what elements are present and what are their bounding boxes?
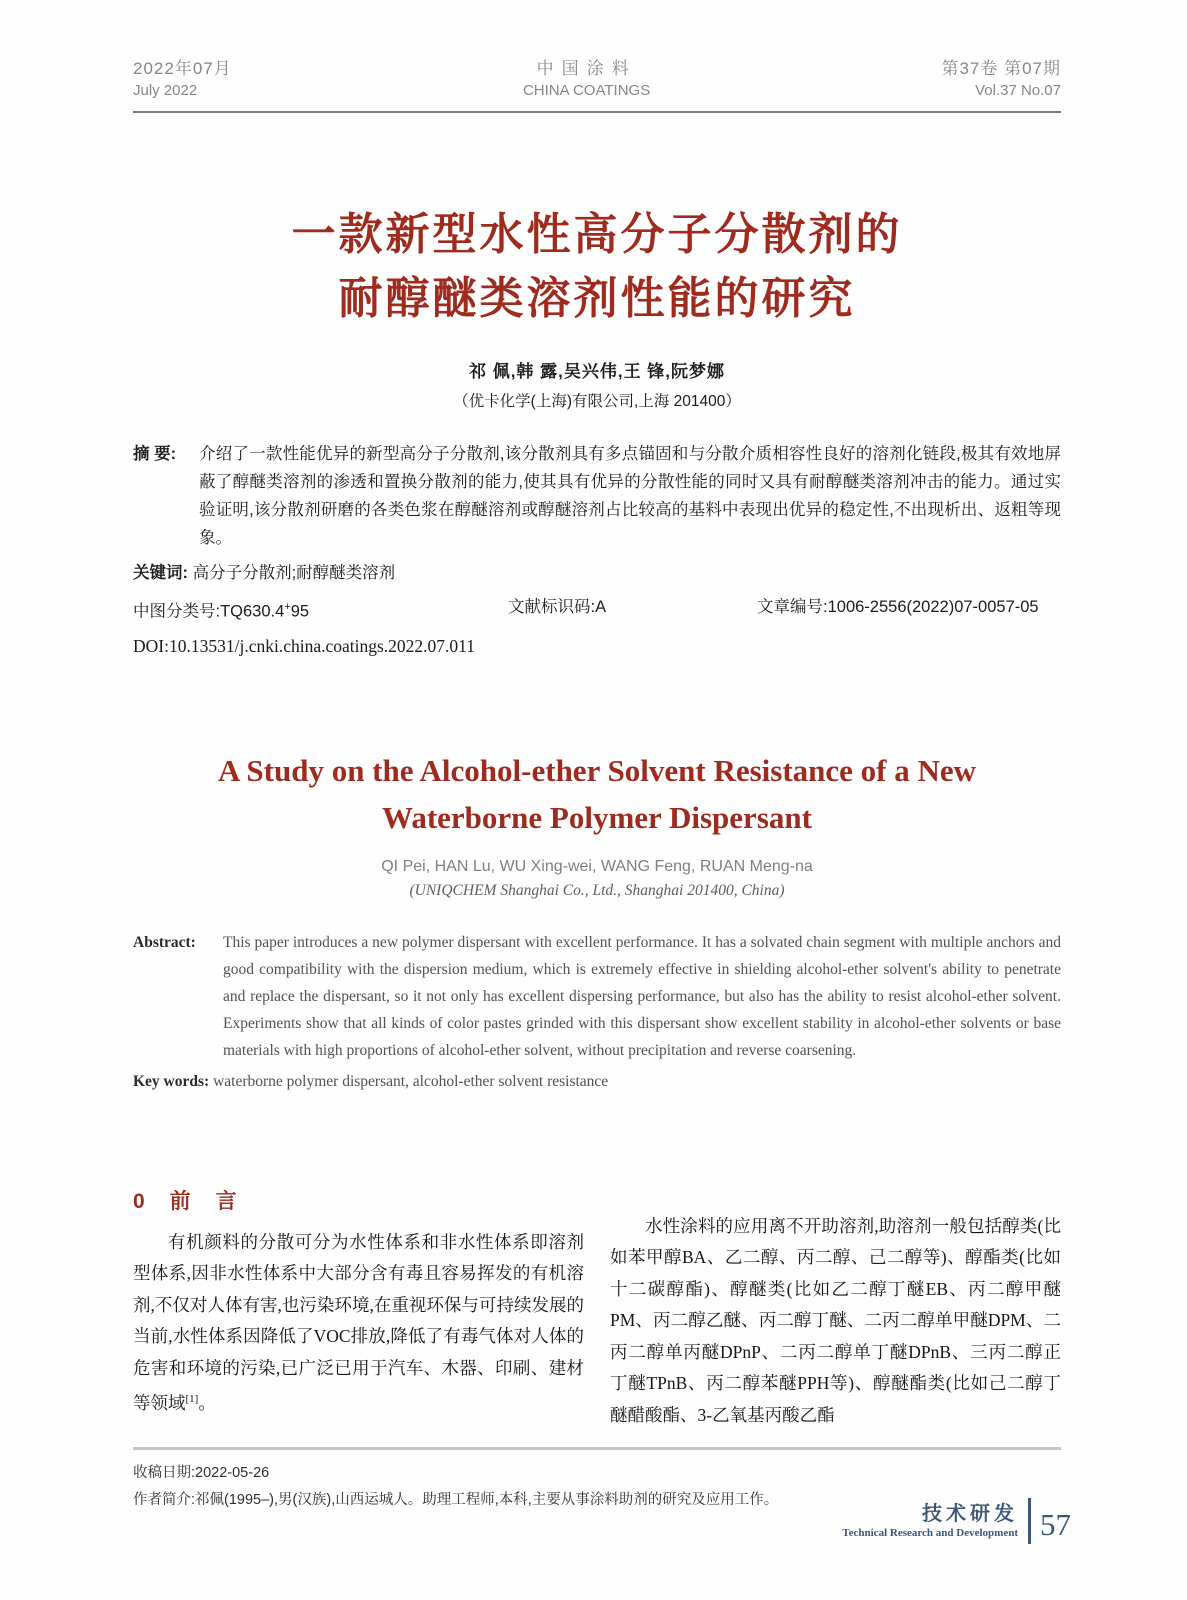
reference-1-marker: [1]	[185, 1393, 199, 1405]
header-issue-cn: 第37卷 第07期	[941, 59, 1061, 78]
keywords-cn	[133, 559, 1061, 587]
section-tag	[842, 1502, 1028, 1541]
left-column	[133, 1185, 584, 1432]
keywords-en	[133, 1068, 1061, 1095]
abstract-en-label: Abstract:	[133, 933, 196, 951]
article-title-cn-line2: 耐醇醚类溶剂性能的研究	[338, 274, 856, 323]
clc-number	[133, 593, 508, 626]
received-date-label: 收稿日期:	[133, 1465, 196, 1481]
intro-paragraph	[133, 1227, 584, 1420]
article-title-cn	[133, 203, 1061, 331]
classification-row	[133, 593, 1061, 626]
header-issue	[941, 58, 1061, 102]
keywords-en-text: waterborne polymer dispersant, alcohol-ether solvent resistance	[213, 1072, 609, 1090]
intro-paragraph-tail: 。	[198, 1392, 216, 1413]
article-id-label: 文章编号:	[757, 598, 828, 616]
abstract-cn-label: 摘 要:	[133, 445, 177, 463]
abstract-en	[133, 929, 1061, 1064]
article-title-cn-line1: 一款新型水性高分子分散剂的	[291, 210, 903, 259]
header-journal-name	[523, 58, 650, 102]
author-bio-label: 作者简介:	[133, 1492, 196, 1508]
journal-name-en: CHINA COATINGS	[522, 82, 651, 99]
authors-en: QI Pei, HAN Lu, WU Xing-wei, WANG Feng, RUAN Meng-na	[381, 857, 813, 875]
page-number: 57	[1040, 1507, 1071, 1542]
article-title-en-line2: Waterborne Polymer Dispersant	[382, 799, 812, 835]
article-id	[757, 593, 1039, 626]
keywords-cn-text: 高分子分散剂;耐醇醚类溶剂	[192, 564, 396, 582]
header-date	[133, 58, 232, 102]
cosolvent-paragraph: 水性涂料的应用离不开助溶剂,助溶剂一般包括醇类(比如苯甲醇BA、乙二醇、丙二醇、己二醇等)、醇酯类(比如十二碳醇酯)、醇醚类(比如乙二醇丁醚EB、丙二醇甲醚PM、丙二醇乙醚、丙二醇丁醚、二丙二醇单甲醚DPM、二丙二醇单丙醚DPnP、二丙二醇单丁醚DPnB、三丙二醇正丁醚TPnB、丙二醇苯醚PPH等)、醇醚酯类(比如己二醇丁醚醋酸酯、3-乙氧基丙酸乙酯	[610, 1215, 1061, 1425]
page-tag	[842, 1494, 1071, 1548]
document-code-value: A	[595, 598, 607, 616]
header-date-en: July 2022	[133, 82, 198, 99]
doi: DOI:10.13531/j.cnki.china.coatings.2022.07.011	[133, 635, 476, 656]
author-bio-text: 祁佩(1995–),男(汉族),山西运城人。助理工程师,本科,主要从事涂料助剂的研究及应用工作。	[195, 1492, 779, 1508]
clc-superscript: +	[284, 601, 291, 613]
article-title-en-line1: A Study on the Alcohol-ether Solvent Resistance of a New	[217, 752, 977, 788]
abstract-cn-text: 介绍了一款性能优异的新型高分子分散剂,该分散剂具有多点锚固和与分散介质相容性良好的溶剂化链段,极其有效地屏蔽了醇醚类溶剂的渗透和置换分散剂的能力,使其具有优异的分散性能的同时又具有耐醇醚类溶剂冲击的能力。通过实验证明,该分散剂研磨的各类色浆在醇醚溶剂或醇醚溶剂占比较高的基料中表现出优异的稳定性,不出现析出、返粗等现象。	[199, 445, 1061, 547]
intro-paragraph-text: 有机颜料的分散可分为水性体系和非水性体系即溶剂型体系,因非水性体系中大部分含有毒且容易挥发的有机溶剂,不仅对人体有害,也污染环境,在重视环保与可持续发展的当前,水性体系因降低了VOC排放,降低了有毒气体对人体的危害和环境的污染,已广泛已用于汽车、木器、印刷、建材等领域	[133, 1231, 584, 1413]
received-date-line	[133, 1460, 1061, 1487]
journal-header	[133, 58, 1061, 113]
header-issue-en: Vol.37 No.07	[975, 82, 1061, 99]
document-code	[508, 593, 757, 626]
clc-tail: 95	[290, 602, 310, 621]
right-column	[610, 1185, 1061, 1432]
keywords-en-label: Key words:	[133, 1072, 210, 1090]
received-date-value: 2022-05-26	[195, 1465, 270, 1481]
authors-cn: 祁 佩,韩 露,吴兴伟,王 锋,阮梦娜	[468, 362, 726, 381]
affiliation-en: (UNIQCHEM Shanghai Co., Ltd., Shanghai 201400, China)	[409, 881, 785, 899]
affiliation-cn: （优卡化学(上海)有限公司,上海 201400）	[453, 393, 741, 410]
clc-label: 中图分类号:	[133, 602, 221, 621]
section-tag-cn: 技术研发	[922, 1502, 1018, 1525]
section-tag-en: Technical Research and Development	[842, 1526, 1018, 1539]
abstract-cn	[133, 440, 1061, 552]
article-title-en	[133, 747, 1061, 841]
abstract-en-text: This paper introduces a new polymer dispersant with excellent performance. It has a solvated chain segment with multiple anchors and good compatibility with the dispersion medium, which is extremely effective in shielding alcohol-ether solvent's ability to penetrate and replace the dispersant, so it not only has excellent dispersing performance, but also has the ability to resist alcohol-ether solvent. Experiments show that all kinds of color pastes grinded with this dispersant show excellent stability in alcohol-ether solvents or base materials with high proportions of alcohol-ether solvent, without precipitation and reverse coarsening.	[223, 933, 1061, 1059]
header-date-cn: 2022年07月	[133, 59, 232, 78]
page-tag-divider	[1028, 1498, 1031, 1544]
body-columns	[133, 1185, 1061, 1432]
section-heading-intro: 0 前 言	[133, 1189, 239, 1213]
document-code-label: 文献标识码:	[508, 598, 596, 616]
journal-name-cn: 中国涂料	[536, 59, 637, 78]
clc-value: TQ630.4	[220, 602, 285, 621]
article-id-value: 1006-2556(2022)07-0057-05	[827, 598, 1039, 616]
keywords-cn-label: 关键词:	[133, 564, 188, 582]
